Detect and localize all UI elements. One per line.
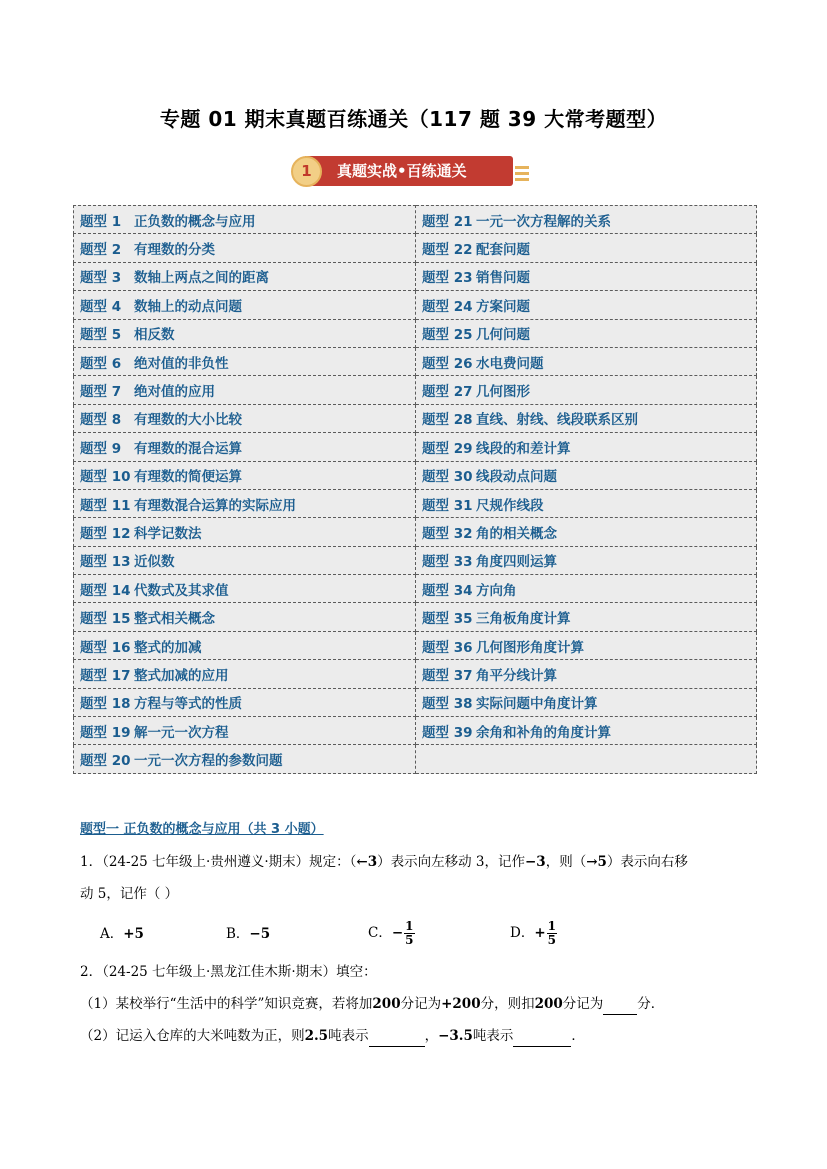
question-2-part-2: （2）记运入仓库的大米吨数为正，则2.5吨表示 ，−3.5吨表示 ． bbox=[80, 1026, 585, 1047]
topic-row bbox=[74, 575, 757, 603]
topic-number: 题型 1 bbox=[80, 213, 122, 230]
topic-link[interactable] bbox=[416, 518, 757, 546]
topic-name: 方向角 bbox=[476, 582, 517, 599]
topic-table bbox=[73, 205, 757, 774]
topic-row bbox=[74, 234, 757, 262]
topic-row bbox=[74, 631, 757, 659]
topic-name: 销售问题 bbox=[476, 270, 530, 287]
topic-name: 直线、射线、线段联系区别 bbox=[476, 412, 638, 429]
option-d[interactable]: D．+ $\frac{1}{5}$ bbox=[510, 919, 556, 947]
topic-row bbox=[74, 660, 757, 688]
topic-name: 实际问题中角度计算 bbox=[476, 696, 598, 713]
topic-number: 题型 25 bbox=[422, 327, 473, 344]
topic-link[interactable] bbox=[416, 376, 757, 404]
option-b[interactable]: B．−5 bbox=[226, 926, 271, 942]
topic-number: 题型 22 bbox=[422, 242, 473, 259]
topic-link[interactable] bbox=[74, 347, 416, 375]
topic-number: 题型 33 bbox=[422, 554, 473, 571]
topic-link[interactable] bbox=[416, 461, 757, 489]
topic-name: 整式相关概念 bbox=[134, 611, 215, 628]
topic-number: 题型 36 bbox=[422, 639, 473, 656]
topic-number: 题型 19 bbox=[80, 724, 131, 741]
topic-number: 题型 37 bbox=[422, 667, 473, 684]
topic-number: 题型 27 bbox=[422, 384, 473, 401]
topic-link[interactable] bbox=[74, 404, 416, 432]
topic-number: 题型 35 bbox=[422, 611, 473, 628]
topic-name: 三角板角度计算 bbox=[476, 611, 571, 628]
topic-name: 数轴上的动点问题 bbox=[134, 298, 242, 315]
topic-name: 线段动点问题 bbox=[476, 469, 557, 486]
topic-link[interactable] bbox=[74, 461, 416, 489]
banner-stripes-decoration bbox=[515, 166, 529, 184]
topic-link[interactable] bbox=[74, 262, 416, 290]
topic-link[interactable] bbox=[416, 717, 757, 745]
topic-number: 题型 23 bbox=[422, 270, 473, 287]
topic-link[interactable] bbox=[74, 489, 416, 517]
topic-number: 题型 5 bbox=[80, 327, 122, 344]
topic-name: 科学记数法 bbox=[134, 525, 202, 542]
topic-name: 方案问题 bbox=[476, 298, 530, 315]
topic-number: 题型 29 bbox=[422, 440, 473, 457]
topic-row bbox=[74, 546, 757, 574]
banner-label: 真题实战•百练通关 bbox=[305, 156, 513, 186]
topic-number: 题型 3 bbox=[80, 270, 122, 287]
topic-number: 题型 30 bbox=[422, 469, 473, 486]
page-title: 专题 01 期末真题百练通关（117 题 39 大常考题型） bbox=[159, 107, 668, 131]
topic-empty-cell bbox=[416, 745, 757, 773]
topic-number: 题型 12 bbox=[80, 525, 131, 542]
topic-link[interactable] bbox=[416, 404, 757, 432]
topic-name: 有理数的分类 bbox=[134, 242, 215, 259]
topic-name: 有理数的简便运算 bbox=[134, 469, 242, 486]
topic-name: 整式加减的应用 bbox=[134, 667, 229, 684]
answer-blank-2[interactable] bbox=[369, 1026, 425, 1047]
topic-link[interactable] bbox=[416, 688, 757, 716]
topic-number: 题型 14 bbox=[80, 582, 131, 599]
topic-name: 线段的和差计算 bbox=[476, 440, 571, 457]
topic-name: 整式的加减 bbox=[134, 639, 202, 656]
topic-number: 题型 32 bbox=[422, 525, 473, 542]
topic-link[interactable] bbox=[74, 575, 416, 603]
question-2-intro: 2．（24-25 七年级上·黑龙江佳木斯·期末）填空： bbox=[80, 964, 377, 980]
topic-number: 题型 17 bbox=[80, 667, 131, 684]
topic-number: 题型 18 bbox=[80, 696, 131, 713]
section-heading: 题型一 正负数的概念与应用（共 3 小题） bbox=[80, 822, 324, 837]
topic-number: 题型 16 bbox=[80, 639, 131, 656]
topic-number: 题型 6 bbox=[80, 355, 122, 372]
topic-row bbox=[74, 206, 757, 234]
topic-row bbox=[74, 404, 757, 432]
answer-blank-3[interactable] bbox=[513, 1026, 571, 1047]
banner-number: 1 bbox=[291, 156, 322, 187]
topic-number: 题型 39 bbox=[422, 724, 473, 741]
option-c-fraction: $\frac{1}{5}$ bbox=[405, 919, 414, 947]
topic-row bbox=[74, 347, 757, 375]
topic-link[interactable] bbox=[416, 234, 757, 262]
answer-blank-1[interactable] bbox=[603, 994, 637, 1015]
topic-name: 角度四则运算 bbox=[476, 554, 557, 571]
topic-name: 方程与等式的性质 bbox=[134, 696, 242, 713]
topic-name: 尺规作线段 bbox=[476, 497, 544, 514]
topic-row bbox=[74, 603, 757, 631]
topic-link[interactable] bbox=[416, 433, 757, 461]
option-a[interactable]: A．+5 bbox=[100, 926, 144, 942]
topic-row bbox=[74, 262, 757, 290]
topic-row bbox=[74, 489, 757, 517]
topic-link[interactable] bbox=[74, 376, 416, 404]
topic-row bbox=[74, 376, 757, 404]
option-d-fraction: $\frac{1}{5}$ bbox=[547, 919, 556, 947]
question-1-line-2: 动 5，记作（ ） bbox=[80, 886, 179, 902]
topic-name: 近似数 bbox=[134, 554, 175, 571]
topic-number: 题型 8 bbox=[80, 412, 122, 429]
topic-row bbox=[74, 688, 757, 716]
topic-name: 数轴上两点之间的距离 bbox=[134, 270, 269, 287]
topic-link[interactable] bbox=[416, 631, 757, 659]
topic-row bbox=[74, 433, 757, 461]
topic-name: 代数式及其求值 bbox=[134, 582, 229, 599]
topic-name: 一元一次方程解的关系 bbox=[476, 213, 611, 230]
topic-link[interactable] bbox=[74, 433, 416, 461]
topic-number: 题型 10 bbox=[80, 469, 131, 486]
topic-link[interactable] bbox=[416, 489, 757, 517]
topic-number: 题型 34 bbox=[422, 582, 473, 599]
topic-row bbox=[74, 319, 757, 347]
topic-link[interactable] bbox=[416, 546, 757, 574]
question-1-line-1: 1．（24-25 七年级上·贵州遵义·期末）规定：（←3）表示向左移动 3，记作−3，则（→5）表示向右移 bbox=[80, 854, 688, 870]
topic-number: 题型 26 bbox=[422, 355, 473, 372]
topic-link[interactable] bbox=[74, 234, 416, 262]
topic-name: 有理数的混合运算 bbox=[134, 440, 242, 457]
topic-name: 配套问题 bbox=[476, 242, 530, 259]
topic-name: 几何图形 bbox=[476, 384, 530, 401]
topic-link[interactable] bbox=[74, 319, 416, 347]
topic-link[interactable] bbox=[416, 660, 757, 688]
topic-row bbox=[74, 461, 757, 489]
topic-number: 题型 2 bbox=[80, 242, 122, 259]
topic-link[interactable] bbox=[74, 660, 416, 688]
topic-link[interactable] bbox=[74, 688, 416, 716]
topic-name: 相反数 bbox=[134, 327, 175, 344]
topic-name: 余角和补角的角度计算 bbox=[476, 724, 611, 741]
topic-name: 一元一次方程的参数问题 bbox=[134, 753, 283, 770]
topic-name: 绝对值的应用 bbox=[134, 384, 215, 401]
topic-link[interactable] bbox=[416, 206, 757, 234]
topic-link[interactable] bbox=[74, 546, 416, 574]
topic-number: 题型 28 bbox=[422, 412, 473, 429]
topic-number: 题型 4 bbox=[80, 298, 122, 315]
topic-number: 题型 24 bbox=[422, 298, 473, 315]
topic-link[interactable] bbox=[74, 631, 416, 659]
topic-number: 题型 9 bbox=[80, 440, 122, 457]
topic-name: 绝对值的非负性 bbox=[134, 355, 229, 372]
topic-name: 几何图形角度计算 bbox=[476, 639, 584, 656]
topic-link[interactable] bbox=[416, 319, 757, 347]
topic-number: 题型 31 bbox=[422, 497, 473, 514]
topic-name: 角的相关概念 bbox=[476, 525, 557, 542]
option-c[interactable]: C．− $\frac{1}{5}$ bbox=[368, 919, 414, 947]
topic-link[interactable] bbox=[416, 347, 757, 375]
topic-name: 角平分线计算 bbox=[476, 667, 557, 684]
topic-row bbox=[74, 518, 757, 546]
topic-link[interactable] bbox=[416, 262, 757, 290]
topic-number: 题型 38 bbox=[422, 696, 473, 713]
question-2-part-1: （1）某校举行“生活中的科学”知识竞赛，若将加200分记为+200分，则扣200分记为 分． bbox=[80, 994, 664, 1015]
topic-name: 解一元一次方程 bbox=[134, 724, 229, 741]
topic-link[interactable] bbox=[74, 518, 416, 546]
topic-link[interactable] bbox=[74, 745, 416, 773]
topic-name: 几何问题 bbox=[476, 327, 530, 344]
topic-number: 题型 20 bbox=[80, 753, 131, 770]
topic-link[interactable] bbox=[74, 717, 416, 745]
topic-link[interactable] bbox=[74, 206, 416, 234]
topic-link[interactable] bbox=[416, 291, 757, 319]
topic-number: 题型 11 bbox=[80, 497, 131, 514]
topic-link[interactable] bbox=[74, 603, 416, 631]
topic-row bbox=[74, 717, 757, 745]
topic-link[interactable] bbox=[74, 291, 416, 319]
topic-link[interactable] bbox=[416, 575, 757, 603]
topic-name: 有理数混合运算的实际应用 bbox=[134, 497, 296, 514]
topic-number: 题型 21 bbox=[422, 213, 473, 230]
topic-number: 题型 15 bbox=[80, 611, 131, 628]
topic-name: 水电费问题 bbox=[476, 355, 544, 372]
topic-number: 题型 13 bbox=[80, 554, 131, 571]
topic-row bbox=[74, 291, 757, 319]
topic-link[interactable] bbox=[416, 603, 757, 631]
section-banner bbox=[291, 154, 531, 190]
topic-name: 有理数的大小比较 bbox=[134, 412, 242, 429]
topic-number: 题型 7 bbox=[80, 384, 122, 401]
topic-name: 正负数的概念与应用 bbox=[134, 213, 256, 230]
topic-row bbox=[74, 745, 757, 773]
